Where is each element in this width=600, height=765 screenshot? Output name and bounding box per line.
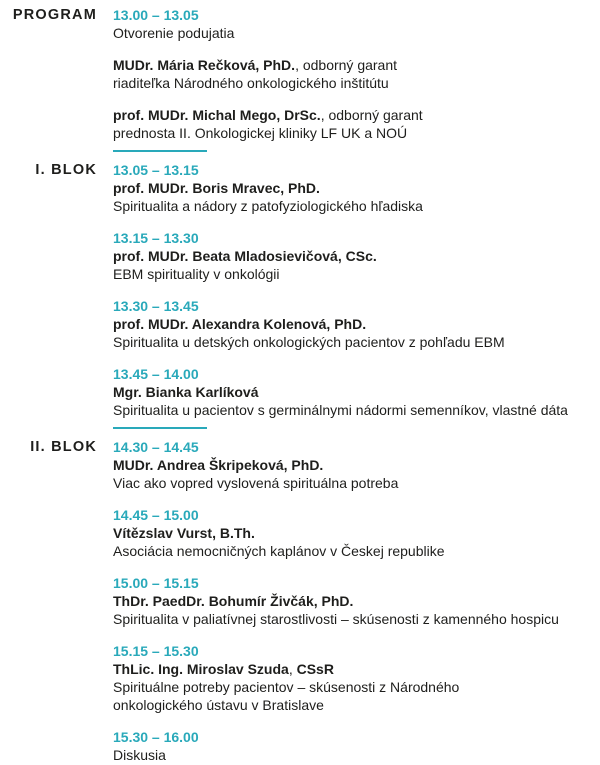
speaker-name: Vítězslav Vurst, B.Th. [113, 525, 255, 541]
text-block [113, 592, 600, 628]
text-line [113, 333, 600, 351]
session-entry [113, 506, 600, 560]
speaker-name: MUDr. Andrea Škripeková, PhD. [113, 457, 324, 473]
section-divider [113, 150, 207, 152]
text-block [113, 56, 600, 92]
speaker-name: Mgr. Bianka Karlíková [113, 384, 259, 400]
text-line [113, 592, 600, 610]
session-text: Spirituálne potreby pacientov – skúsenosti z Národného [113, 679, 460, 695]
session-text: Viac ako vopred vyslovená spirituálna potreba [113, 475, 399, 491]
speaker-name: prof. MUDr. Michal Mego, DrSc. [113, 107, 321, 123]
text-line [113, 456, 600, 474]
program-section [0, 438, 600, 764]
section-divider [113, 427, 207, 429]
session-time: 13.00 – 13.05 [113, 7, 199, 23]
text-line [113, 610, 600, 628]
session-text: , [288, 661, 297, 677]
session-text: Spiritualita a nádory z patofyziologického hľadiska [113, 198, 423, 214]
session-entry [113, 365, 600, 419]
text-block [113, 456, 600, 492]
speaker-name: prof. MUDr. Boris Mravec, PhD. [113, 180, 320, 196]
text-block [113, 106, 600, 142]
session-time: 13.30 – 13.45 [113, 298, 199, 314]
session-time: 13.45 – 14.00 [113, 366, 199, 382]
session-time: 13.15 – 13.30 [113, 230, 199, 246]
session-text: Otvorenie podujatia [113, 25, 235, 41]
section-label: PROGRAM [12, 7, 97, 23]
session-time: 14.30 – 14.45 [113, 439, 199, 455]
speaker-name: ThDr. PaedDr. Bohumír Živčák, PhD. [113, 593, 354, 609]
text-line [113, 696, 600, 714]
session-entry [113, 161, 600, 215]
session-entry [113, 229, 600, 283]
session-time: 14.45 – 15.00 [113, 507, 199, 523]
text-line [113, 106, 600, 124]
session-text: onkologického ústavu v Bratislave [113, 697, 324, 713]
speaker-name: prof. MUDr. Alexandra Kolenová, PhD. [113, 316, 367, 332]
session-text: Spiritualita v paliatívnej starostlivosti – skúsenosti z kamenného hospicu [113, 611, 559, 627]
text-line [113, 74, 600, 92]
section-content [113, 161, 600, 438]
session-time: 15.30 – 16.00 [113, 729, 199, 745]
text-line [113, 383, 600, 401]
text-line [113, 124, 600, 142]
text-line [113, 660, 600, 678]
text-block [113, 247, 600, 283]
text-line [113, 197, 600, 215]
program-section [0, 161, 600, 438]
session-text: Diskusia [113, 747, 166, 763]
session-time: 13.05 – 13.15 [113, 162, 199, 178]
session-text: riaditeľka Národného onkologického inštitútu [113, 75, 389, 91]
session-text: Asociácia nemocničných kaplánov v Českej republike [113, 543, 445, 559]
session-entry [113, 438, 600, 492]
text-block [113, 24, 600, 42]
text-line [113, 56, 600, 74]
text-block [113, 660, 600, 714]
text-line [113, 247, 600, 265]
session-entry [113, 6, 600, 142]
speaker-name: CSsR [296, 661, 334, 677]
session-text: Spiritualita u pacientov s germinálnymi nádormi semenníkov, vlastné dáta [113, 402, 568, 418]
text-block [113, 383, 600, 419]
session-time: 15.15 – 15.30 [113, 643, 199, 659]
text-block [113, 315, 600, 351]
text-line [113, 542, 600, 560]
session-entry [113, 574, 600, 628]
session-entry [113, 728, 600, 764]
text-line [113, 678, 600, 696]
section-content [113, 6, 600, 161]
text-line [113, 179, 600, 197]
text-line [113, 315, 600, 333]
session-entry [113, 297, 600, 351]
session-entry [113, 642, 600, 714]
text-line [113, 746, 600, 764]
text-block [113, 179, 600, 215]
text-line [113, 401, 600, 419]
session-text: prednosta II. Onkologickej kliniky LF UK a NOÚ [113, 125, 408, 141]
text-block [113, 524, 600, 560]
session-text: , odborný garant [295, 57, 398, 73]
session-text: , odborný garant [320, 107, 423, 123]
speaker-name: MUDr. Mária Rečková, PhD. [113, 57, 296, 73]
text-line [113, 24, 600, 42]
text-block [113, 746, 600, 764]
program-section [0, 6, 600, 161]
speaker-name: prof. MUDr. Beata Mladosievičová, CSc. [113, 248, 377, 264]
text-line [113, 474, 600, 492]
program-page [0, 6, 600, 764]
text-line [113, 265, 600, 283]
speaker-name: ThLic. Ing. Miroslav Szuda [113, 661, 289, 677]
section-content [113, 438, 600, 764]
text-line [113, 524, 600, 542]
section-label: II. BLOK [30, 439, 97, 455]
session-text: Spiritualita u detských onkologických pacientov z pohľadu EBM [113, 334, 505, 350]
session-time: 15.00 – 15.15 [113, 575, 199, 591]
section-label: I. BLOK [35, 162, 97, 178]
session-text: EBM spirituality v onkológii [113, 266, 280, 282]
